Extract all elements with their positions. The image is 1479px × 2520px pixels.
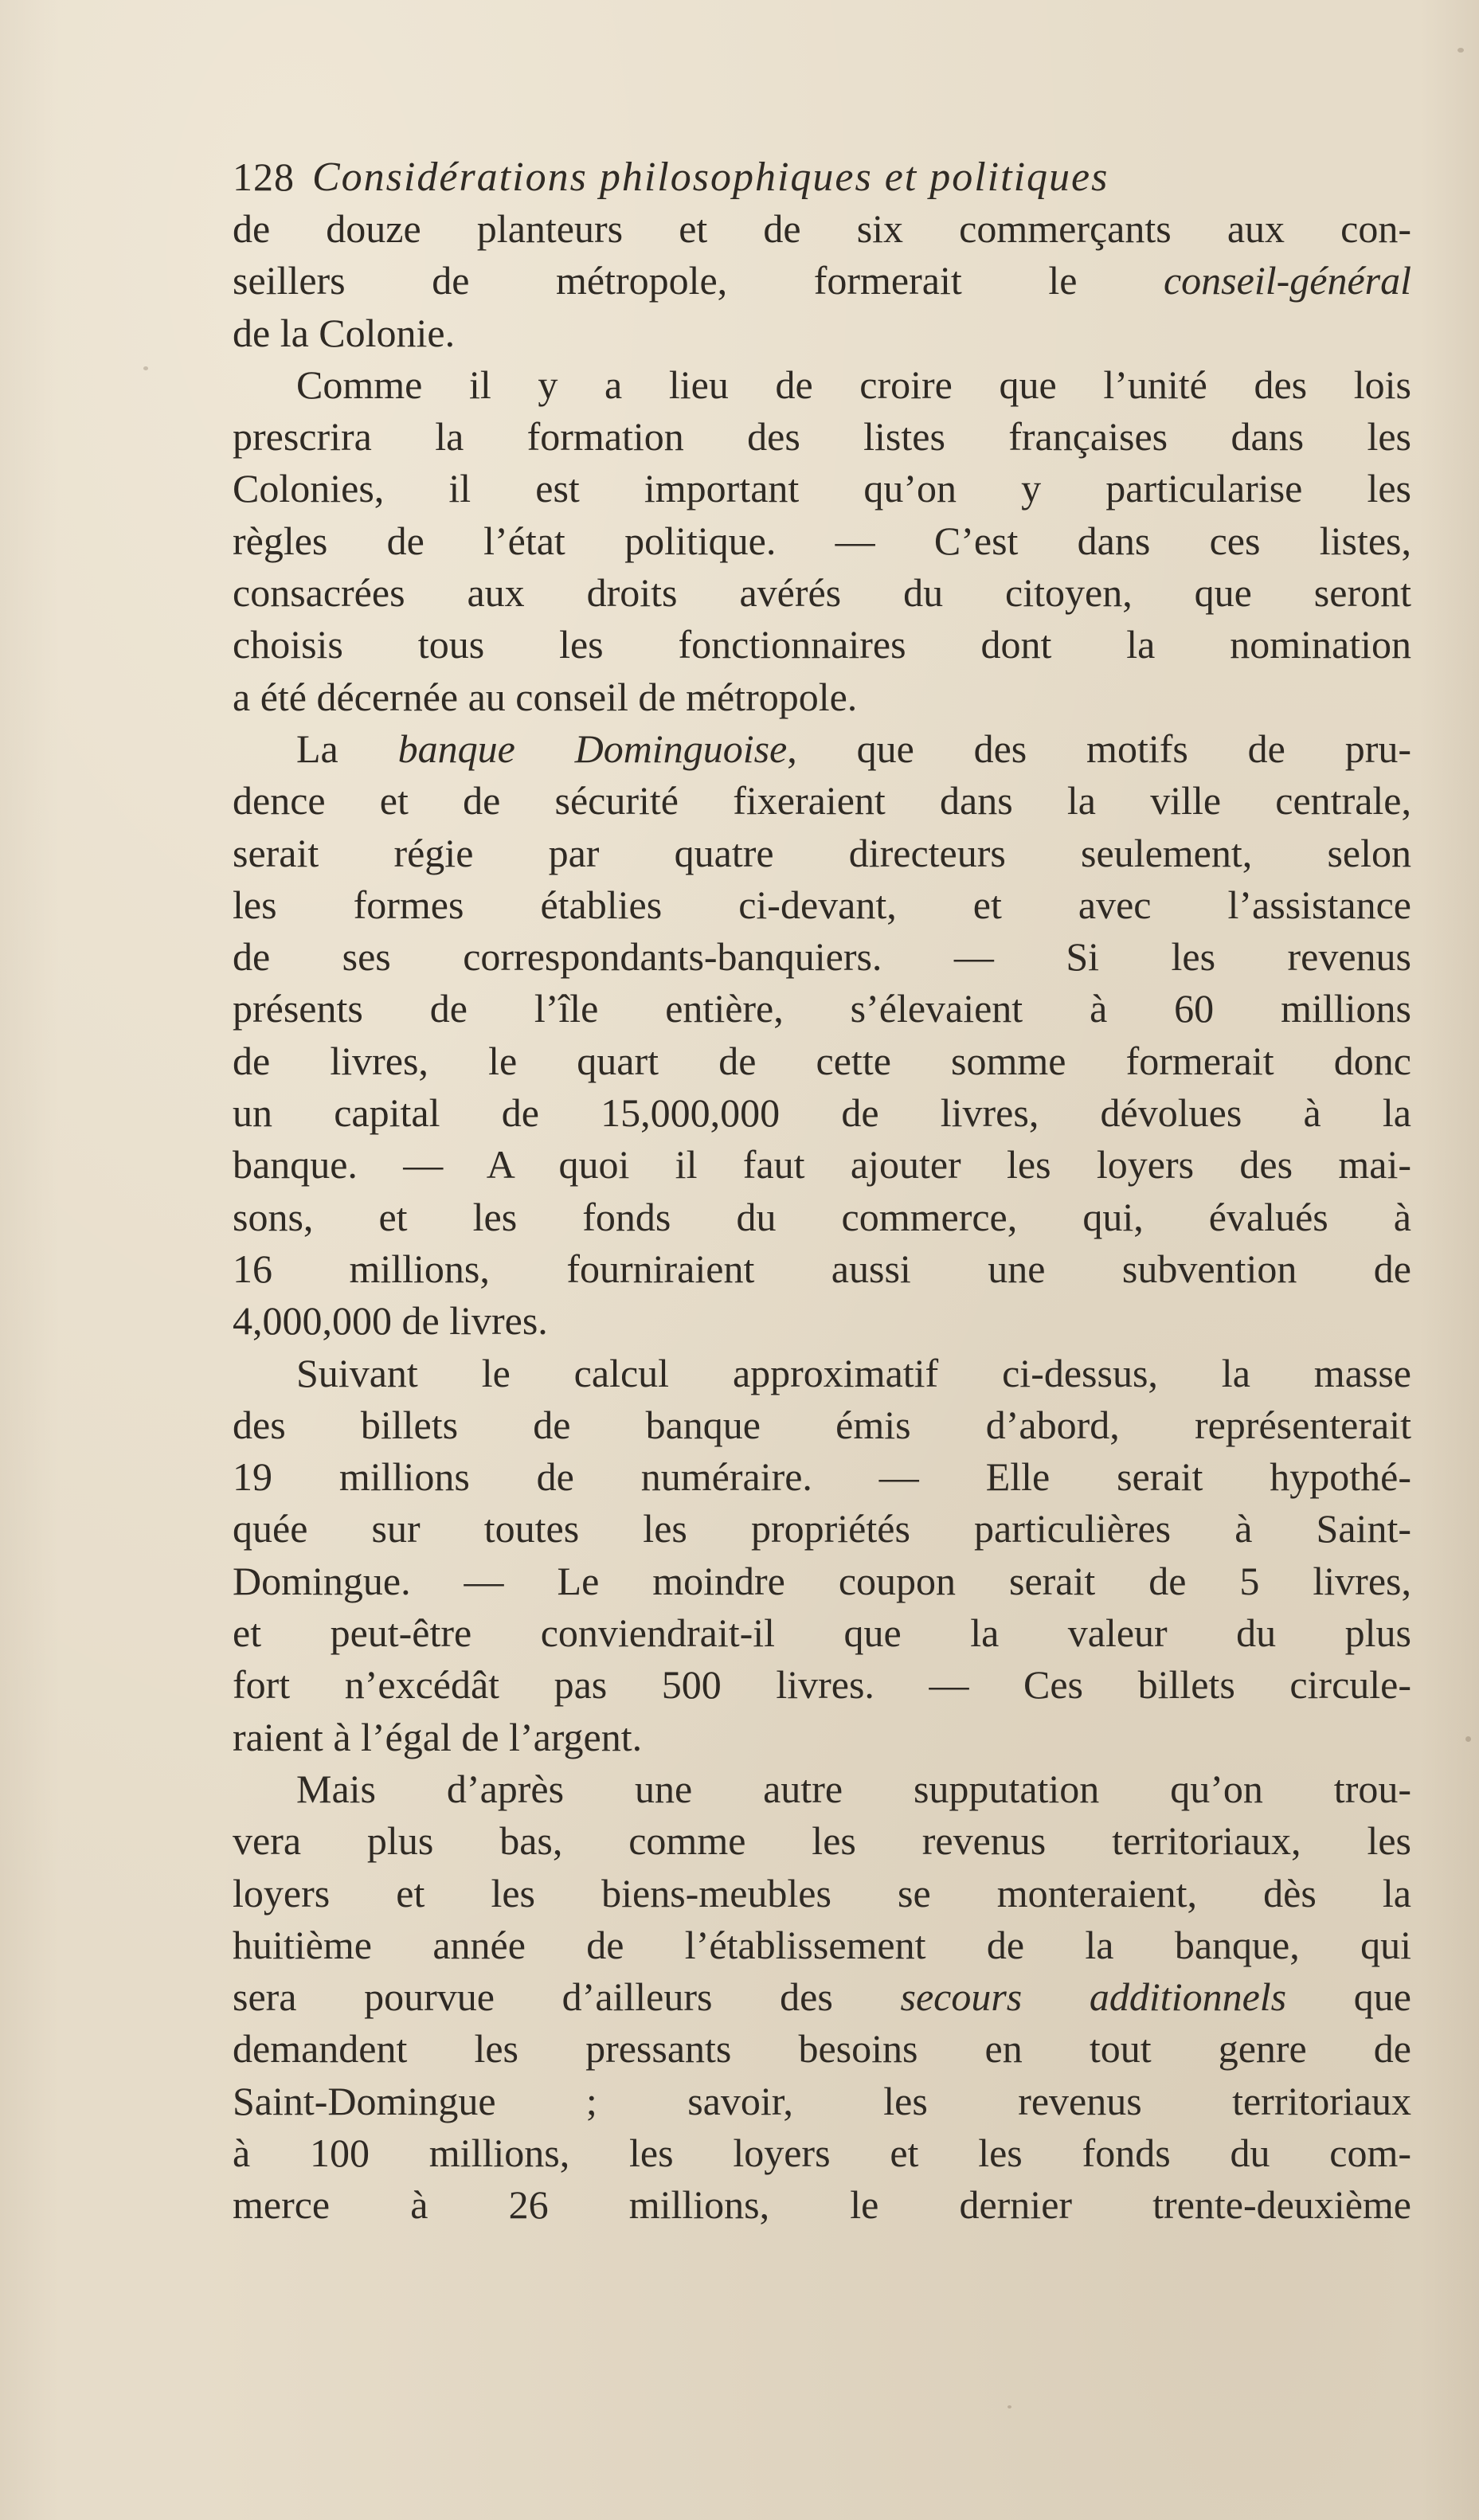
text-line: demandent les pressants besoins en tout genre de (233, 2026, 1411, 2072)
text-line: dence et de sécurité fixeraient dans la ville centrale, (233, 778, 1411, 824)
text-line: quée sur toutes les propriétés particulières à Saint- (233, 1506, 1411, 1552)
text-line: choisis tous les fonctionnaires dont la nomination (233, 622, 1411, 667)
paper-speck (1465, 1736, 1471, 1742)
page-number: 128 (233, 155, 295, 199)
text-line: loyers et les biens-meubles se monteraient, dès la (233, 1870, 1411, 1915)
text-line: Saint-Domingue ; savoir, les revenus territoriaux (233, 2078, 1411, 2123)
text-line: seillers de métropole, formerait le conseil-général (233, 258, 1411, 303)
text-line: 19 millions de numéraire. — Elle serait hypothé- (233, 1454, 1411, 1500)
text-line: présents de l’île entière, s’élevaient à 60 millions (233, 986, 1411, 1031)
text-line: prescrira la formation des listes françaises dans les (233, 414, 1411, 460)
paper-speck (1457, 48, 1464, 53)
italic-term: conseil-général (1163, 258, 1411, 303)
text-line: huitième année de l’établissement de la banque, qui (233, 1922, 1411, 1967)
text-line: vera plus bas, comme les revenus territoriaux, les (233, 1818, 1411, 1864)
italic-term: secours additionnels (900, 1974, 1287, 2020)
text-line: fort n’excédât pas 500 livres. — Ces billets circule- (233, 1662, 1411, 1708)
text-line: les formes établies ci-devant, et avec l’assistance (233, 882, 1411, 927)
running-head (233, 151, 1411, 203)
text-line: Domingue. — Le moindre coupon serait de 5 livres, (233, 1558, 1411, 1603)
text-line: serait régie par quatre directeurs seulement, selon (233, 830, 1411, 875)
text-line: Colonies, il est important qu’on y particularise les (233, 466, 1411, 511)
running-title: Considérations philosophiques et politiques (312, 155, 1109, 200)
text-line: raient à l’égal de l’argent. (233, 1714, 643, 1759)
text-line: sons, et les fonds du commerce, qui, évalués à (233, 1194, 1411, 1239)
text-line: Mais d’après une autre supputation qu’on trou- (296, 1766, 1411, 1811)
text-line: de la Colonie. (233, 310, 456, 355)
text-line: sera pourvue d’ailleurs des secours additionnels que (233, 1974, 1411, 2020)
text-line: à 100 millions, les loyers et les fonds du com- (233, 2130, 1411, 2175)
text-line: de ses correspondants-banquiers. — Si les revenus (233, 934, 1411, 980)
text-line: un capital de 15,000,000 de livres, dévolues à la (233, 1090, 1411, 1136)
text-line: de douze planteurs et de six commerçants aux con- (233, 206, 1411, 251)
text-line: a été décernée au conseil de métropole. (233, 674, 858, 719)
text-line: 4,000,000 de livres. (233, 1298, 548, 1344)
paper-speck (1008, 2405, 1011, 2408)
text-line: La banque Dominguoise, que des motifs de pru- (296, 726, 1411, 771)
text-line: des billets de banque émis d’abord, représenterait (233, 1402, 1411, 1447)
text-line: 16 millions, fourniraient aussi une subvention de (233, 1246, 1411, 1291)
italic-term: banque Dominguoise (397, 726, 788, 771)
page-text (233, 151, 1411, 2232)
text-line: banque. — A quoi il faut ajouter les loyers des mai- (233, 1142, 1411, 1188)
text-line: et peut-être conviendrait-il que la valeur du plus (233, 1610, 1411, 1656)
text-line: consacrées aux droits avérés du citoyen, que seront (233, 570, 1411, 616)
text-line: Suivant le calcul approximatif ci-dessus, la masse (296, 1350, 1411, 1395)
text-line: merce à 26 millions, le dernier trente-deuxième (233, 2182, 1411, 2228)
text-line: de livres, le quart de cette somme formerait donc (233, 1038, 1411, 1083)
text-line: règles de l’état politique. — C’est dans ces listes, (233, 518, 1411, 563)
text-line: Comme il y a lieu de croire que l’unité des lois (296, 362, 1411, 407)
paper-speck (143, 366, 148, 370)
